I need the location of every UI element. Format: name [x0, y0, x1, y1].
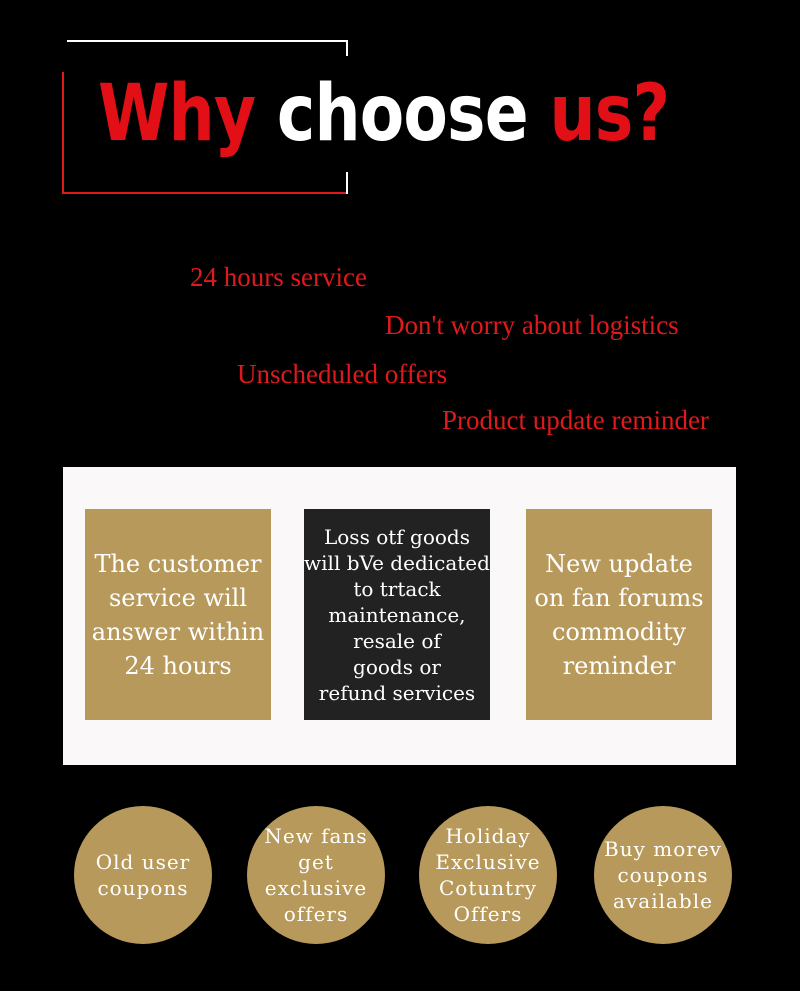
service-card-update-reminder	[526, 509, 712, 720]
offer-circle-old-user-coupons	[74, 806, 212, 944]
title-word-choose: choose	[276, 69, 528, 159]
feature-unscheduled-offers: Unscheduled offers	[237, 359, 448, 389]
title-word-why: Why	[98, 69, 256, 159]
offer-circle-buy-more	[594, 806, 732, 944]
feature-update-reminder: Product update reminder	[442, 405, 709, 435]
title-frame-bottom-line	[62, 192, 348, 194]
offer-circle-holiday	[419, 806, 557, 944]
title-frame-left-line	[62, 72, 64, 194]
offer-circle-text: Buy morev coupons available	[604, 837, 722, 913]
page-title	[98, 64, 669, 164]
title-word-us: us?	[549, 69, 670, 159]
offer-circle-text: New fans get exclusive offers	[264, 824, 368, 926]
service-card-text: The customer service will answer within 24 hours	[91, 549, 265, 680]
offer-circle-text: Holiday Exclusive Cotuntry Offers	[435, 824, 541, 926]
offer-circle-text: Old user coupons	[95, 850, 191, 900]
offer-circle-new-fans	[247, 806, 385, 944]
service-card-customer-service	[85, 509, 271, 720]
service-card-loss-of-goods	[304, 509, 490, 720]
title-frame-bottom-tick	[346, 172, 348, 194]
service-card-text: New update on fan forums commodity reminder	[534, 549, 704, 680]
title-frame-top-tick	[346, 40, 348, 56]
feature-logistics: Don't worry about logistics	[385, 310, 679, 340]
title-frame-top-line	[67, 40, 348, 42]
feature-24-hours-service: 24 hours service	[190, 262, 367, 292]
service-card-text: Loss otf goods will bVe dedicated to trtack maintenance, resale of goods or refund services	[304, 524, 490, 705]
